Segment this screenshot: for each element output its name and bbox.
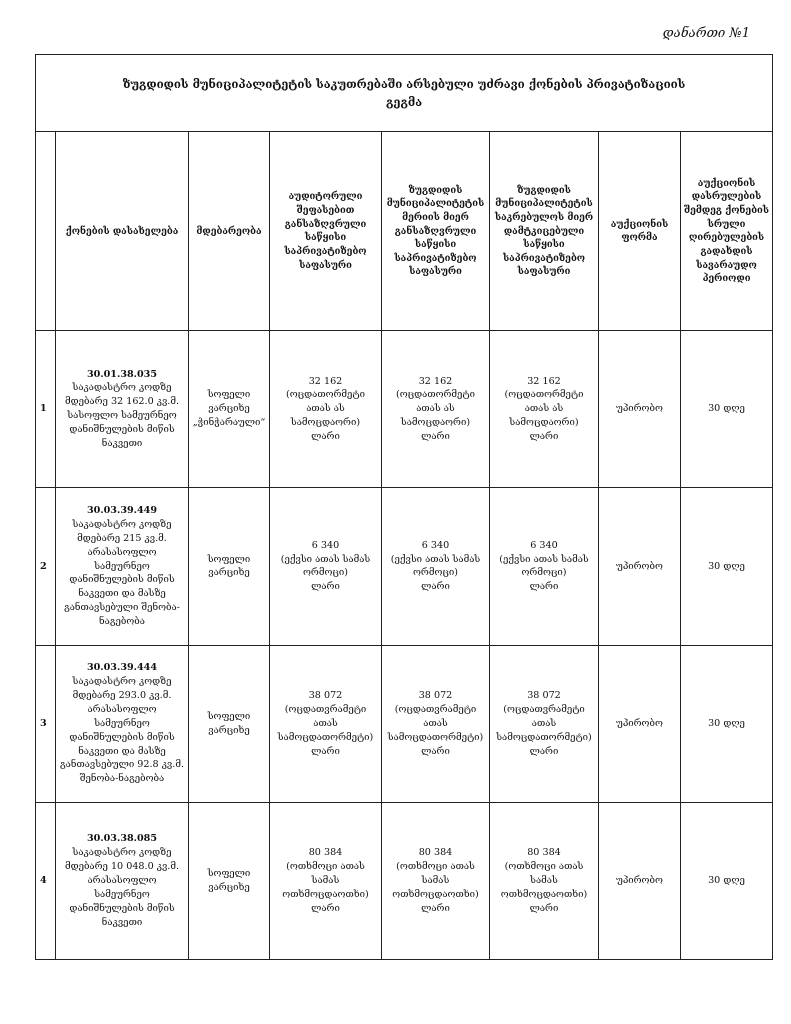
title-row bbox=[36, 55, 773, 132]
row-number: 3 bbox=[36, 645, 56, 802]
auction-form-cell: უპირობო bbox=[599, 488, 681, 645]
cadastral-code: 30.03.39.449 bbox=[86, 504, 158, 516]
currency: ლარი bbox=[311, 581, 340, 593]
municipality-price-cell bbox=[382, 645, 490, 802]
location-cell: სოფელი ვარციხე „ჭინჭარაული“ bbox=[189, 331, 270, 488]
audit-price-cell bbox=[270, 331, 382, 488]
amount-words: (ოთხმოცი ათას სამას ოთხმოცდაოთხი) bbox=[500, 861, 588, 900]
council-price-cell bbox=[490, 802, 599, 959]
table-row bbox=[36, 331, 773, 488]
audit-price-cell bbox=[270, 645, 382, 802]
municipality-price-cell bbox=[382, 488, 490, 645]
property-cell bbox=[56, 645, 189, 802]
amount: 38 072 bbox=[418, 689, 453, 701]
currency: ლარი bbox=[311, 745, 340, 757]
amount: 80 384 bbox=[527, 847, 561, 859]
currency: ლარი bbox=[529, 902, 559, 914]
amount-words: (ოცდათორმეტი ათას ას სამოცდაორი) bbox=[286, 389, 365, 429]
header-property: ქონების დასახელება bbox=[56, 132, 189, 331]
header-payment-period: აუქციონის დასრულების შემდეგ ქონების სრული ღირებულების გადახდის სავარაუდო პერიოდი bbox=[681, 132, 773, 331]
property-description: საკადასტრო კოდზე მდებარე 215 კვ.მ. არასასოფლო სამეურნეო დანიშნულების მიწის ნაკვეთი და მასზე განთავსებული შენობა-ნაგებობა bbox=[64, 518, 180, 628]
currency: ლარი bbox=[311, 902, 340, 914]
currency: ლარი bbox=[421, 902, 450, 914]
period-cell: 30 დღე bbox=[681, 488, 773, 645]
amount-words: (ოცდათვრამეტი ათას სამოცდათორმეტი) bbox=[387, 703, 484, 743]
annex-label: დანართი №1 bbox=[662, 26, 750, 41]
amount-words: (ოცდათორმეტი ათას ას სამოცდაორი) bbox=[504, 389, 584, 429]
cadastral-code: 30.03.39.444 bbox=[86, 662, 158, 674]
amount: 32 162 bbox=[527, 375, 561, 387]
amount: 6 340 bbox=[421, 539, 450, 551]
amount-words: (ექვსი ათას სამას ორმოცი) bbox=[390, 553, 481, 579]
property-cell bbox=[56, 802, 189, 959]
amount-words: (ოთხმოცი ათას სამას ოთხმოცდაოთხი) bbox=[282, 861, 369, 900]
table-row bbox=[36, 645, 773, 802]
period-cell: 30 დღე bbox=[681, 645, 773, 802]
amount-words: (ექვსი ათას სამას ორმოცი) bbox=[280, 553, 371, 579]
property-description: საკადასტრო კოდზე მდებარე 10 048.0 კვ.მ. არასასოფლო სამეურნეო დანიშნულების მიწის ნაკვეთი bbox=[64, 847, 180, 928]
council-price-cell bbox=[490, 645, 599, 802]
currency: ლარი bbox=[421, 581, 450, 593]
header-num bbox=[36, 132, 56, 331]
municipality-price-cell bbox=[382, 331, 490, 488]
municipality-price-cell bbox=[382, 802, 490, 959]
audit-price-cell bbox=[270, 488, 382, 645]
property-description: საკადასტრო კოდზე მდებარე 32 162.0 კვ.მ. სასოფლო სამეურნეო დანიშნულების მიწის ნაკვეთი bbox=[64, 382, 180, 450]
amount: 32 162 bbox=[308, 375, 343, 387]
location-cell: სოფელი ვარციხე bbox=[189, 645, 270, 802]
currency: ლარი bbox=[421, 745, 450, 757]
header-municipality-price: ზუგდიდის მუნიციპალიტეტის მერიის მიერ განსაზღვრული საწყისი საპრივატიზებო საფასური bbox=[382, 132, 490, 331]
currency: ლარი bbox=[529, 431, 559, 443]
currency: ლარი bbox=[311, 431, 340, 443]
amount-words: (ოთხმოცი ათას სამას ოთხმოცდაოთხი) bbox=[392, 861, 479, 900]
auction-form-cell: უპირობო bbox=[599, 802, 681, 959]
table-row bbox=[36, 802, 773, 959]
property-cell bbox=[56, 488, 189, 645]
header-auction-form: აუქციონის ფორმა bbox=[599, 132, 681, 331]
amount: 6 340 bbox=[311, 539, 340, 551]
row-number: 2 bbox=[36, 488, 56, 645]
currency: ლარი bbox=[421, 431, 450, 443]
council-price-cell bbox=[490, 331, 599, 488]
location-cell: სოფელი ვარციხე bbox=[189, 802, 270, 959]
amount: 6 340 bbox=[530, 539, 558, 551]
amount-words: (ექვსი ათას სამას ორმოცი) bbox=[499, 553, 589, 579]
privatization-plan-table bbox=[35, 54, 773, 960]
location-cell: სოფელი ვარციხე bbox=[189, 488, 270, 645]
cadastral-code: 30.01.38.035 bbox=[86, 368, 158, 380]
table-title bbox=[36, 55, 773, 132]
cadastral-code: 30.03.38.085 bbox=[86, 833, 158, 845]
header-audit-price: აუდიტორული შეფასებით განსაზღვრული საწყისი საპრივატიზებო საფასური bbox=[270, 132, 382, 331]
auction-form-cell: უპირობო bbox=[599, 331, 681, 488]
header-row bbox=[36, 132, 773, 331]
audit-price-cell bbox=[270, 802, 382, 959]
amount: 38 072 bbox=[308, 689, 343, 701]
amount-words: (ოცდათვრამეტი ათას სამოცდათორმეტი) bbox=[277, 703, 374, 743]
period-cell: 30 დღე bbox=[681, 331, 773, 488]
header-location: მდებარეობა bbox=[189, 132, 270, 331]
row-number: 4 bbox=[36, 802, 56, 959]
council-price-cell bbox=[490, 488, 599, 645]
amount: 32 162 bbox=[418, 375, 453, 387]
amount-words: (ოცდათორმეტი ათას ას სამოცდაორი) bbox=[396, 389, 475, 429]
amount: 38 072 bbox=[527, 689, 561, 701]
row-number: 1 bbox=[36, 331, 56, 488]
amount: 80 384 bbox=[418, 847, 453, 859]
auction-form-cell: უპირობო bbox=[599, 645, 681, 802]
currency: ლარი bbox=[529, 745, 559, 757]
table-row bbox=[36, 488, 773, 645]
title-line-1: ზუგდიდის მუნიციპალიტეტის საკუთრებაში არსებული უძრავი ქონების პრივატიზაციის bbox=[122, 76, 686, 91]
property-cell bbox=[56, 331, 189, 488]
title-line-2: გეგმა bbox=[385, 95, 423, 110]
property-description: საკადასტრო კოდზე მდებარე 293.0 კვ.მ. არასასოფლო სამეურნეო დანიშნულების მიწის ნაკვეთი და მასზე განთავსებული 92.8 კვ.მ. შენობა-ნაგებობა bbox=[60, 676, 184, 785]
currency: ლარი bbox=[529, 581, 559, 593]
header-council-price: ზუგდიდის მუნიციპალიტეტის საკრებულოს მიერ დამტკიცებული საწყისი საპრივატიზებო საფასური bbox=[490, 132, 599, 331]
period-cell: 30 დღე bbox=[681, 802, 773, 959]
amount-words: (ოცდათვრამეტი ათას სამოცდათორმეტი) bbox=[496, 703, 592, 743]
amount: 80 384 bbox=[308, 847, 343, 859]
